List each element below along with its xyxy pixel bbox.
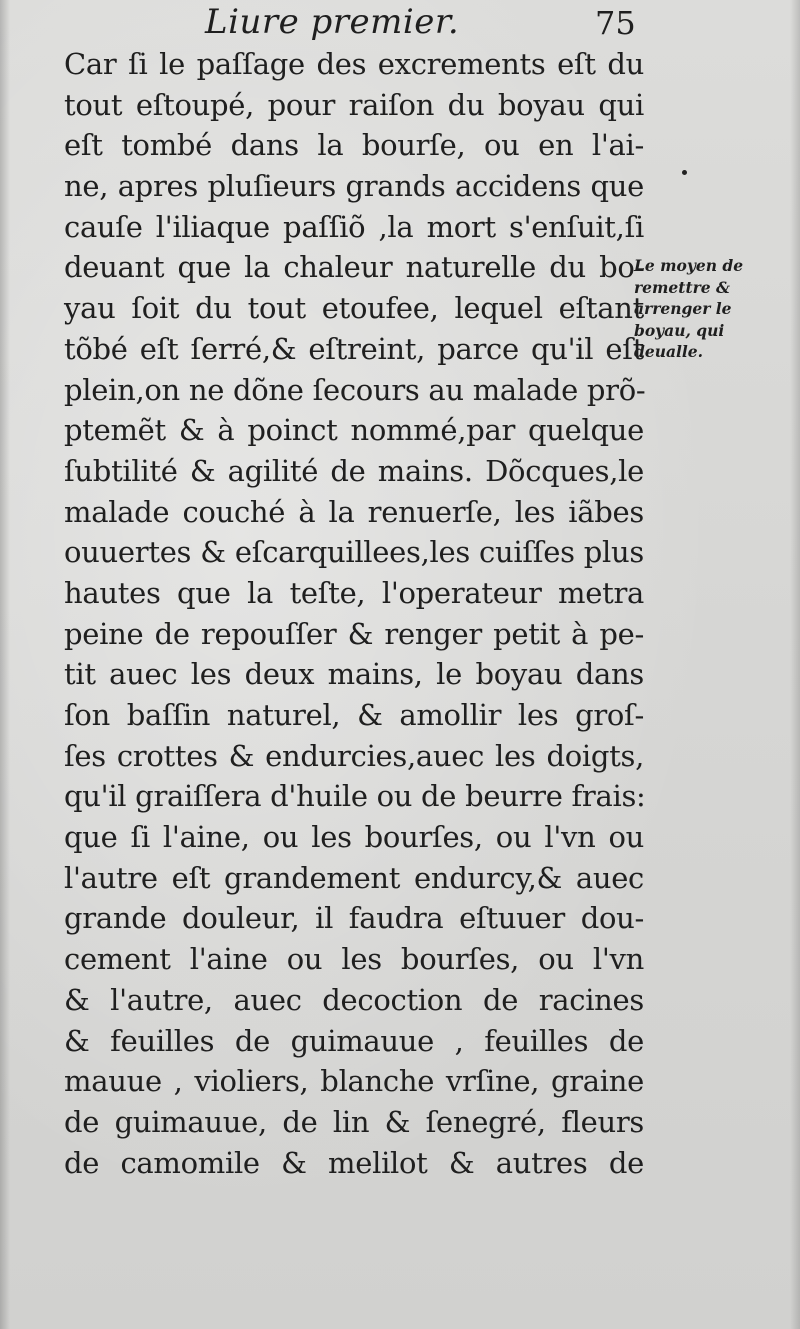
text-line: qu'il graiſſera d'huile ou de beurre frais: [64,779,646,814]
margin-note-line: remettre & [634,277,731,297]
text-line: de camomile & melilot & autres de [64,1145,644,1180]
text-line: plein,on ne dõne ſecours au malade prõ- [64,372,646,407]
text-line: cauſe l'iliaque paſſiõ ,la mort s'enſuit,ſi [64,209,644,244]
text-line: ne, apres pluſieurs grands accidens que [64,169,644,204]
text-line: & feuilles de guimauue , feuilles de [64,1023,644,1058]
text-line: ſubtilité & agilité de mains. Dõcques,le [64,453,644,488]
text-line: ſon baſſin naturel, & amollir les groſ- [64,698,644,732]
margin-note [634,255,794,363]
text-line: hautes que la teſte, l'operateur metra [64,575,644,610]
text-line: Car ſi le paſſage des excrements eſt du [64,47,644,81]
text-line: yau ſoit du tout etoufee, lequel eſtant [64,291,644,326]
margin-note-line: Le moyen de [634,256,744,275]
text-line: tit auec les deux mains, le boyau dans [64,657,644,692]
ink-speck [682,170,687,175]
page-number: 75 [595,4,636,42]
text-line: tout eſtoupé, pour raiſon du boyau qui [64,87,644,122]
page-left-shadow [0,0,10,1329]
margin-note-line: boyau, qui [634,320,725,340]
running-head: Liure premier. [205,2,460,42]
text-line: ouuertes & eſcarquillees,les cuiſſes plus [64,535,644,570]
text-line: ptemẽt & à poinct nommé,par quelque [64,413,644,448]
text-line: & l'autre, auec decoction de racines [64,982,644,1017]
text-line: ſes crottes & endurcies,auec les doigts, [64,738,644,773]
text-line: tõbé eſt ſerré,& eſtreint, parce qu'il eſt [64,331,644,366]
body-text [64,44,644,1183]
margin-note-line: deualle. [634,342,704,361]
text-line: deuant que la chaleur naturelle du bo- [64,250,644,285]
page-right-shadow [790,0,800,1329]
text-line: peine de repouſſer & renger petit à pe- [64,616,644,651]
text-line: grande douleur, il faudra eſtuuer dou- [64,901,644,936]
text-line: de guimauue, de lin & ſenegré, fleurs [64,1104,644,1139]
text-line: malade couché à la renuerſe, les iãbes [64,494,644,529]
text-line: eſt tombé dans la bourſe, ou en l'ai- [64,128,644,163]
text-line: l'autre eſt grandement endurcy,& auec [64,860,644,895]
margin-note-line: arrenger le [634,299,732,318]
text-line: cement l'aine ou les bourſes, ou l'vn [64,942,644,977]
text-line: mauue , violiers, blanche vrſine, graine [64,1064,644,1099]
text-line: que ſi l'aine, ou les bourſes, ou l'vn ou [64,820,644,855]
